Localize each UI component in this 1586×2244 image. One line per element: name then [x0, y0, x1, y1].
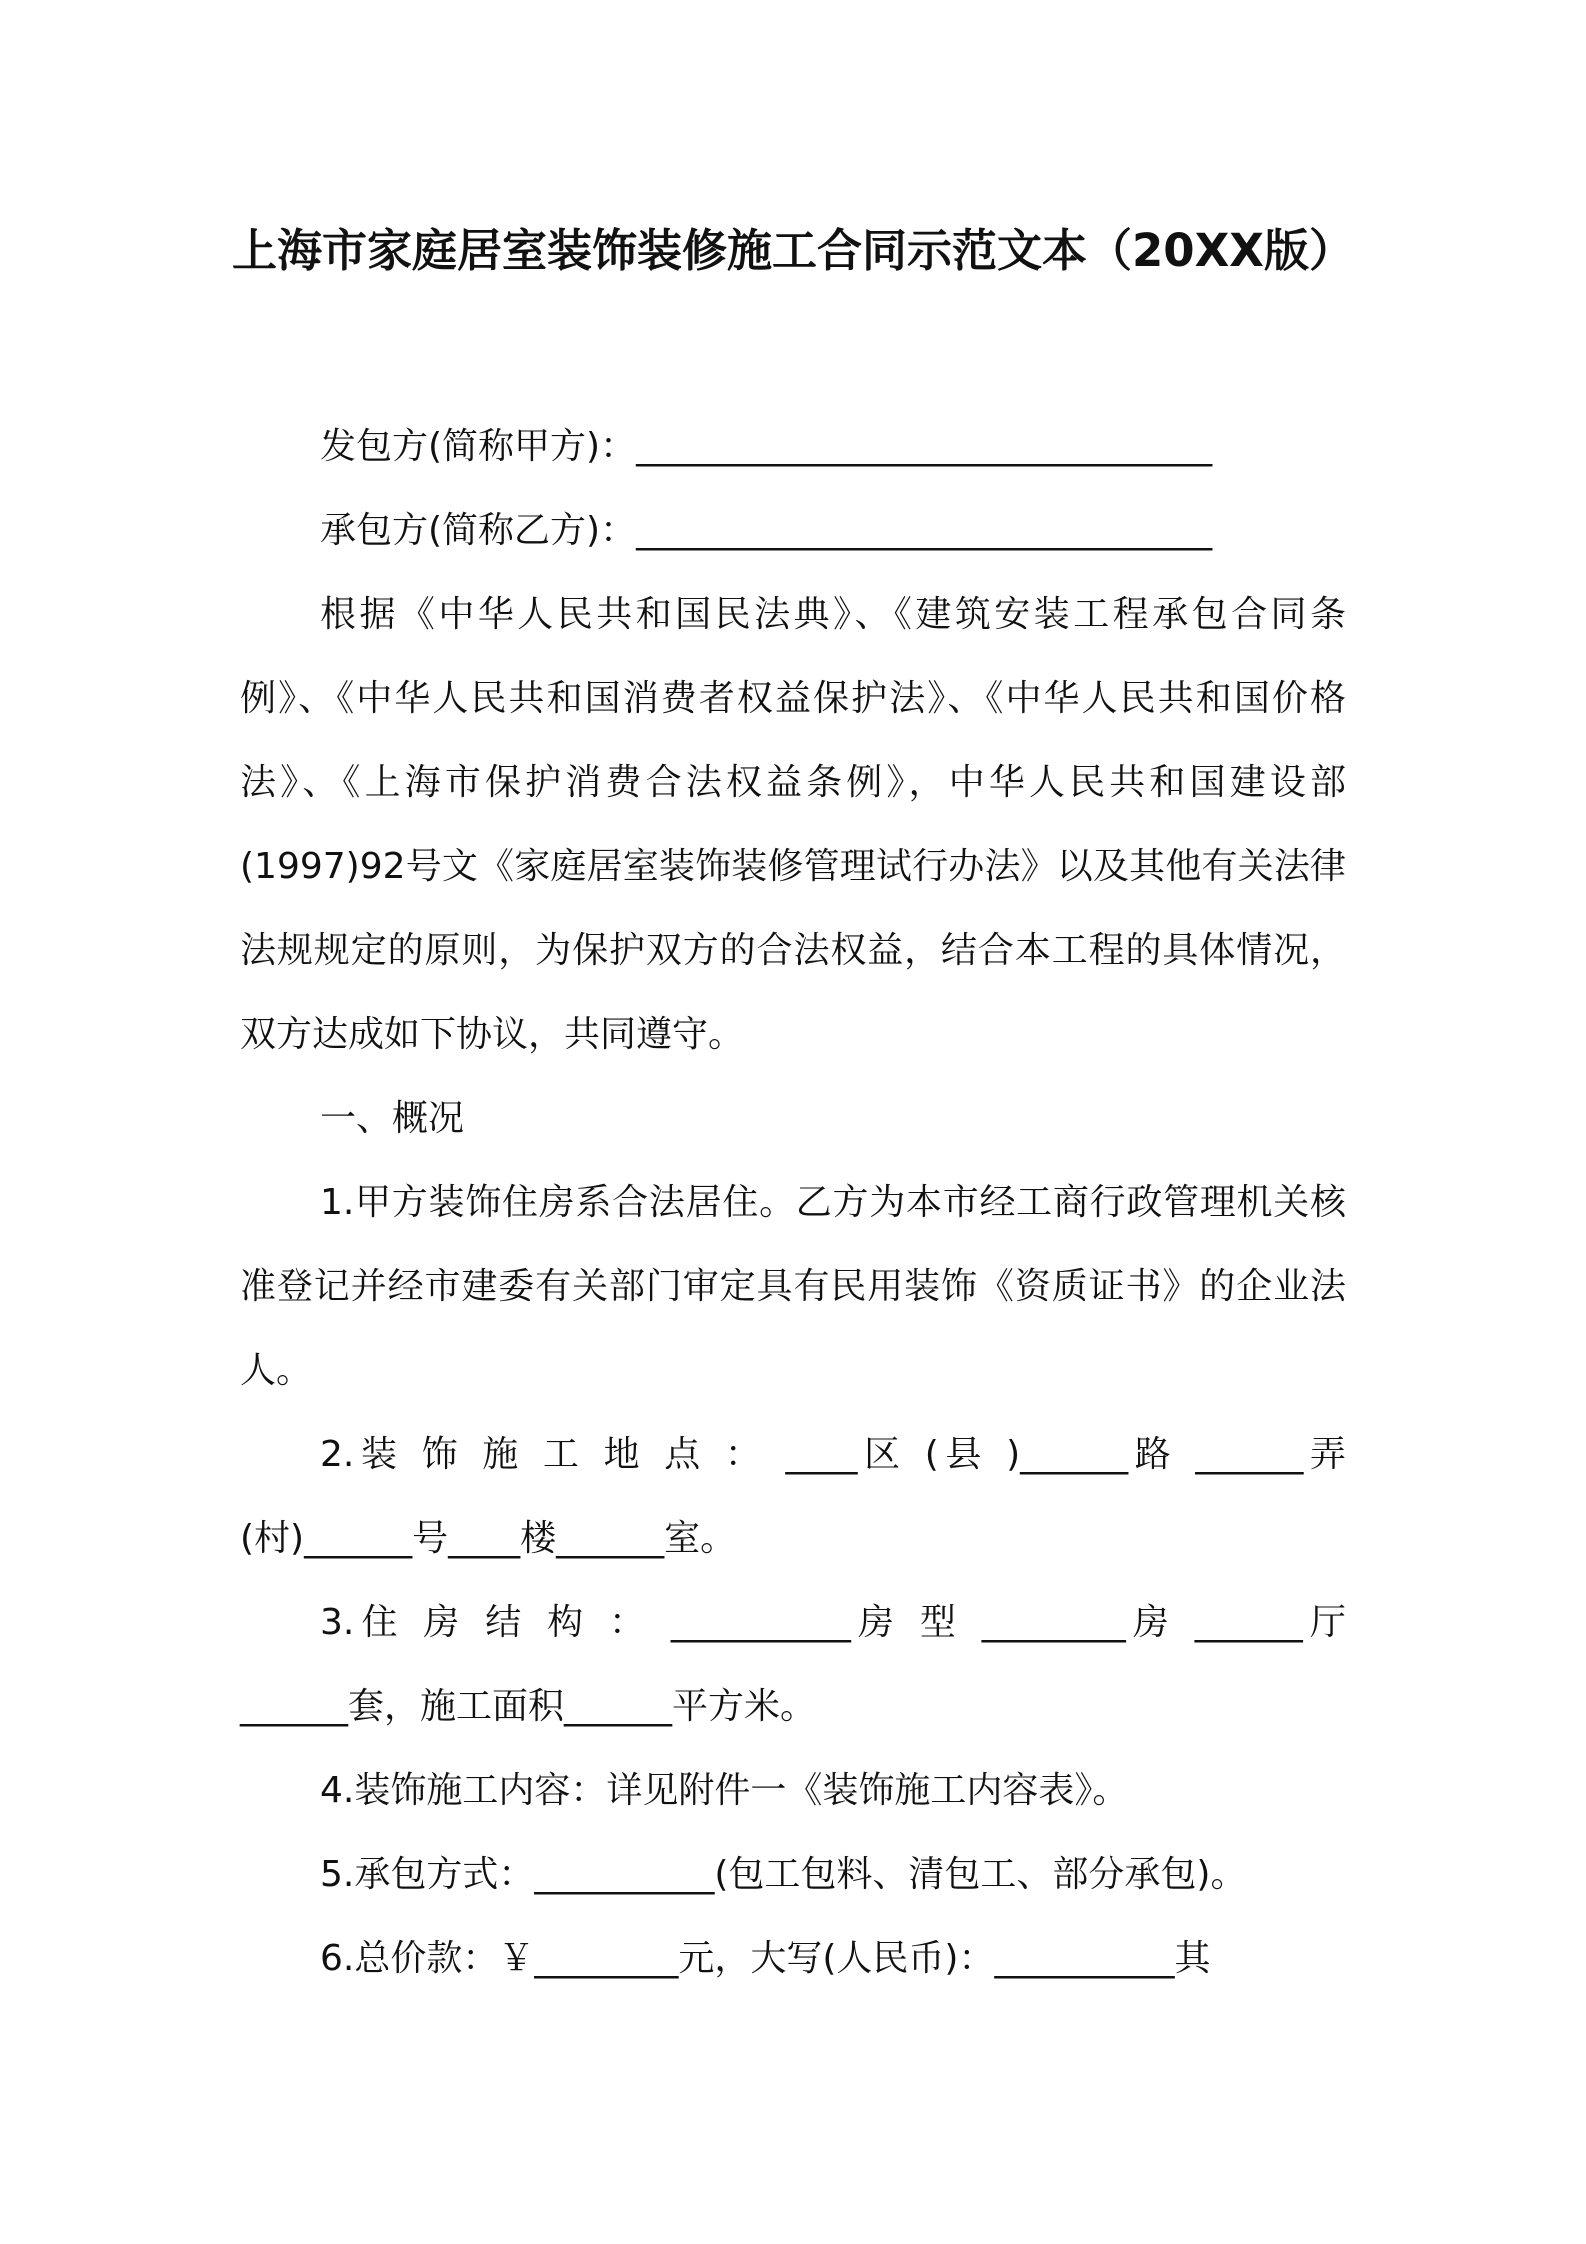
clause-3-line-2: ______套，施工面积______平方米。: [240, 1686, 817, 1727]
clause-2-line-2: (村)______号____楼______室。: [240, 1518, 737, 1559]
preamble-paragraph: 根据《中华人民共和国民法典》、《建筑安装工程承包合同条例》、《中华人民共和国消费者权益保护法》、《中华人民共和国价格法》、《上海市保护消费合法权益条例》，中华人民共和国建设部(1997)92号文《家庭居室装饰装修管理试行办法》以及其他有关法律法规规定的原则，为保护双方的合法权益，结合本工程的具体情况，双方达成如下协议，共同遵守。: [240, 594, 1346, 1055]
clause-1-paragraph: 1.甲方装饰住房系合法居住。乙方为本市经工商行政管理机关核准登记并经市建委有关部门审定具有民用装饰《资质证书》的企业法人。: [240, 1182, 1346, 1391]
party-a-line: 发包方(简称甲方)：________________________________: [320, 426, 1213, 467]
clause-5-paragraph: 5.承包方式：__________(包工包料、清包工、部分承包)。: [320, 1854, 1247, 1895]
party-b-line: 承包方(简称乙方)：________________________________: [320, 510, 1213, 551]
clause-6-paragraph: 6.总价款：￥________元，大写(人民币)：__________其: [320, 1938, 1211, 1979]
document-body: [240, 405, 1346, 2001]
document-title: 上海市家庭居室装饰装修施工合同示范文本（20XX版）: [231, 224, 1354, 277]
section-heading-overview: 一、概况: [320, 1098, 465, 1139]
clause-2-line-1: 2.装 饰 施 工 地 点 ： ____区 (县 )______路 ______弄: [320, 1434, 1346, 1475]
clause-4-paragraph: 4.装饰施工内容：详见附件一《装饰施工内容表》。: [320, 1770, 1129, 1811]
clause-3-line-1: 3.住 房 结 构 ： __________房 型 ________房 ______厅: [320, 1602, 1346, 1643]
